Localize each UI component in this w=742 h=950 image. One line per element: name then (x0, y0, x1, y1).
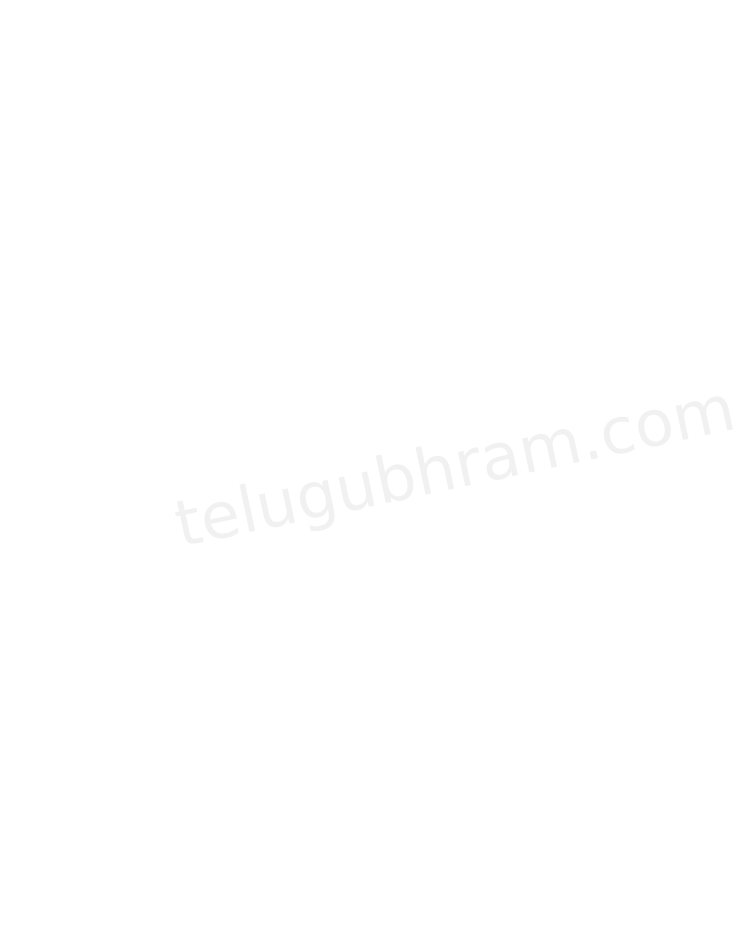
article-body (0, 118, 660, 130)
watermark: telugubhram.com (168, 371, 742, 563)
